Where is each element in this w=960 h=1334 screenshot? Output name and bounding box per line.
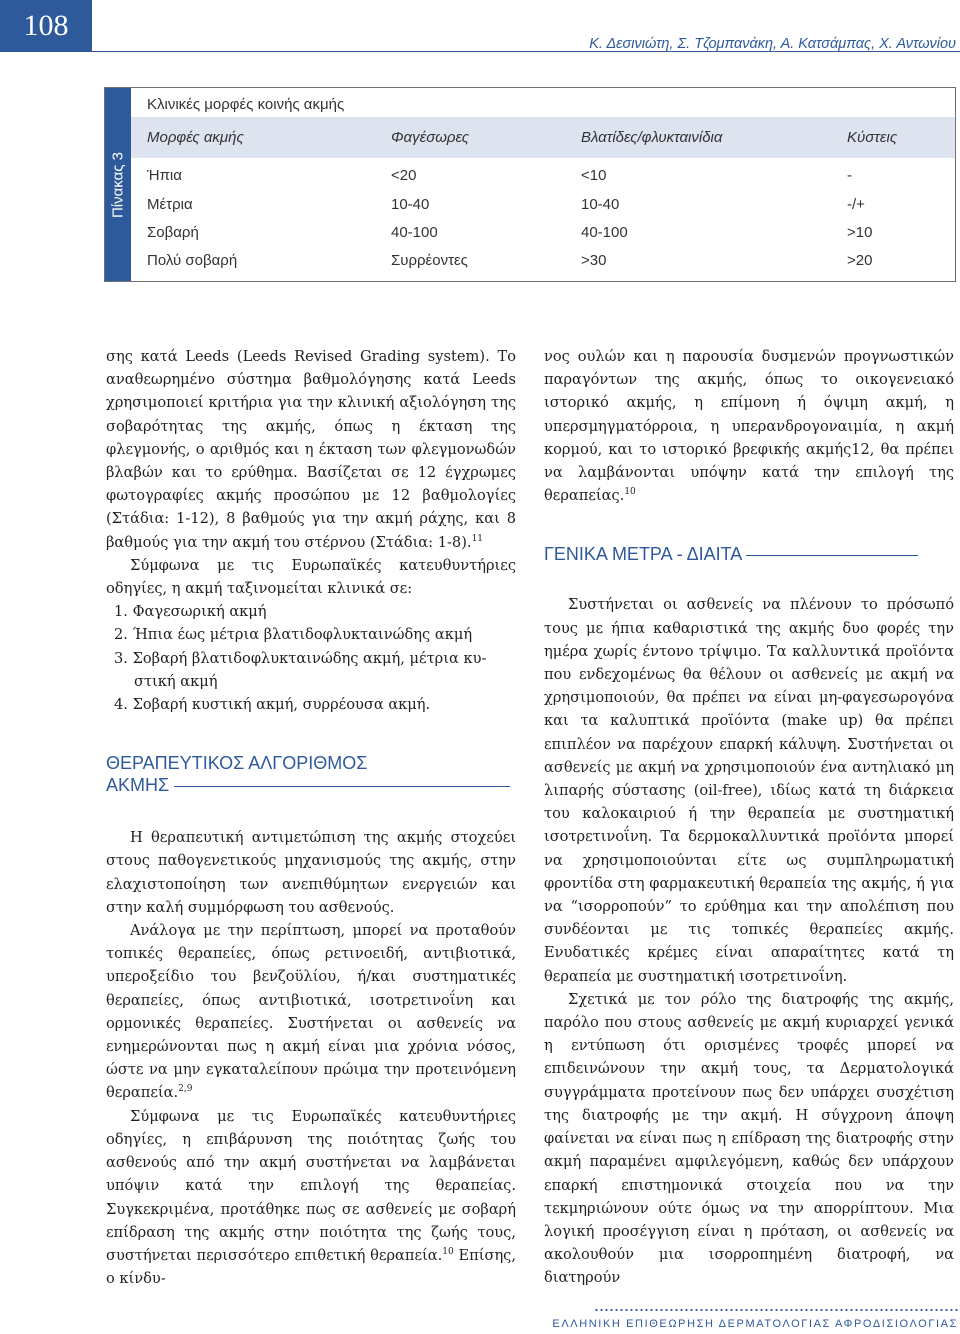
reference-superscript: 11 xyxy=(471,533,484,544)
table-cell: <10 xyxy=(581,167,607,184)
table-tab-label: Πίνακας 3 xyxy=(109,151,127,218)
paragraph: Σχετικά με τον ρόλο της διατροφής της ακμής, παρόλο που στους ασθενείς με ακμή κυριαρχεί γενικά η εντύπωση ότι ορισμένες τροφές μπορεί να επιδεινώνουν την ακμή τους, τα Δερματολογικά συγγράμματα προτείνουν πως δεν υπάρχει συσχέτιση της διατροφής με την ακμή. Η σύγχρονη άποψη φαίνεται να είναι πως η επίδραση της διατροφής στην ακμή παραμένει αμφιλεγόμενη, καθώς δεν υπάρχουν επαρκή επιστημονικά στοιχεία που να την τεκμηριώνουν ούτε όμως να την απορρίπτουν. Μια λογική προσέγγιση είναι η πρόταση, οι ασθενείς να ακολουθούν μια ισορροπημένη διατροφή, να διατηρούν xyxy=(544,990,954,1287)
heading-rule xyxy=(746,555,918,556)
table-header-band xyxy=(131,117,955,158)
footer-dotted-rule xyxy=(594,1309,958,1311)
footer-journal-title: ΕΛΛΗΝΙΚΗ ΕΠΙΘΕΩΡΗΣΗ ΔΕΡΜΑΤΟΛΟΓΙΑΣ ΑΦΡΟΔΙΣΙΟΛΟΓΙΑΣ xyxy=(552,1318,958,1330)
reference-superscript: 10 xyxy=(624,487,636,498)
table-cell: Σοβαρή xyxy=(147,224,199,241)
table-cell: Μέτρια xyxy=(147,196,193,213)
table-cell: 10-40 xyxy=(391,196,430,213)
paragraph: Η θεραπευτική αντιμετώπιση της ακμής στοχεύει στους παθογενετικούς μηχανισμούς της ακμής, στην ελαχιστοποίηση των ανεπιθύμητων ενεργειών και στην καλή συμμόρφωση του ασθενούς. xyxy=(106,829,516,916)
table-cell: 40-100 xyxy=(391,224,438,241)
list-item: 3. Σοβαρή βλατιδοφλυκταινώδης ακμή, μέτρια κυ- xyxy=(114,649,487,667)
list-item: 4. Σοβαρή κυστική ακμή, συρρέουσα ακμή. xyxy=(114,696,431,714)
section-heading-diet xyxy=(544,543,954,565)
table-cell: Πολύ σοβαρή xyxy=(147,252,238,269)
paragraph xyxy=(106,345,516,554)
table-header-cell: Βλατίδες/φλυκταινίδια xyxy=(581,129,723,146)
paragraph: Συστήνεται οι ασθενείς να πλένουν το πρόσωπό τους με ήπια καθαριστικά της ακμής δυο φορές την ημέρα χωρίς έντονο τρίψιμο. Τα καλλυντικά προϊόντα που ενδεχομένως θα θέλουν οι ασθενείς με ακμή να χρησιμοποιούν, θα πρέπει να είναι μη-φαγεσωρογόνα και τα καλυπτικά προϊόντα (make up) θα πρέπει επιπλέον να παρέχουν επαρκή κάλυψη. Συστήνεται οι ασθενείς με ακμή να χρησιμοποιούν ένα αντηλιακό μη λιπαρής σύστασης (oil-free), ιδίως κατά τη διάρκεια του καλοκαιριού ή την θεραπεία με συστηματική ισοτρετινοΐνη. Τα δερμοκαλλυντικά προϊόντα μπορεί να χρησιμοποιούνται είτε ως συμπληρωματική φροντίδα στη φαρμακευτική θεραπεία της ακμής, ή για να “ισορροπούν” το ερύθημα και την απολέπιση που συνδέονται με τις τοπικές θεραπείες ακμής. Ενυδατικές κρέμες είναι απαραίτητες κατά τη θεραπεία με συστηματική ισοτρετινοΐνη. xyxy=(544,596,954,985)
paragraph-text: νος ουλών και η παρουσία δυσμενών προγνωστικών παραγόντων της ακμής, όπως το οικογενειακό ιστορικό ακμής, η επίμονη ή όψιμη ακμή, η υπερσμηγματόρροια, η υπερανδρογοναιμία, η ακμή κορμού, και το ιστορικό βρεφικής ακμής12, θα πρέπει να λαμβάνονται υπόψην κατά την επιλογή της θεραπείας. xyxy=(544,348,954,505)
paragraph-text: σης κατά Leeds (Leeds Revised Grading system). Το αναθεωρημένο σύστημα βαθμολόγησης κατά Leeds χρησιμοποιεί κριτήρια για την κλινική αξιολόγηση της σοβαρότητας της ακμής, όπως η έκταση της φλεγμονής, ο αριθμός και η έκταση των φλεγμονωδών βλαβών και το ερύθημα. Βασίζεται σε 12 έγχρωμες φωτογραφίες ακμής προσώπου με 12 βαθμολογίες (Στάδια: 1-12), 8 βαθμούς για την ακμή ράχης, και 8 βαθμούς για την ακμή του στέρνου (Στάδια: 1-8). xyxy=(106,348,516,551)
page-number: 108 xyxy=(0,0,92,52)
heading-rule xyxy=(174,786,510,787)
table-cell: 40-100 xyxy=(581,224,628,241)
table-header-cell: Φαγέσωρες xyxy=(391,129,470,146)
section-heading-line2: ΑΚΜΗΣ xyxy=(106,775,170,796)
table-header-cell: Μορφές ακμής xyxy=(147,129,244,146)
table-header-cell: Κύστεις xyxy=(847,129,898,146)
header-authors: Κ. Δεσινιώτη, Σ. Τζομπανάκη, Α. Κατσάμπας, Χ. Αντωνίου xyxy=(589,36,956,52)
list-item: 2. Ήπια έως μέτρια βλατιδοφλυκταινώδης ακμή xyxy=(114,626,473,644)
table-title: Κλινικές μορφές κοινής ακμής xyxy=(147,96,345,113)
left-column xyxy=(106,345,516,1290)
list-item: στική ακμή xyxy=(134,672,218,690)
paragraph-text: Επίσης, ο κίνδυ- xyxy=(106,1246,516,1288)
table-cell: - xyxy=(847,167,852,184)
table-tab xyxy=(105,88,131,281)
table-cell: <20 xyxy=(391,167,417,184)
reference-superscript: 10 xyxy=(442,1247,454,1258)
table-cell: >10 xyxy=(847,224,873,241)
section-heading-line1: ΘΕΡΑΠΕΥΤΙΚΟΣ ΑΛΓΟΡΙΘΜΟΣ xyxy=(106,753,368,774)
list-item: 1. Φαγεσωρική ακμή xyxy=(114,603,267,621)
table-cell: -/+ xyxy=(847,196,865,213)
section-heading-algorithm xyxy=(106,752,516,796)
table-cell: 10-40 xyxy=(581,196,620,213)
paragraph xyxy=(106,919,516,1105)
table-3 xyxy=(104,87,956,282)
table-cell: Συρρέοντες xyxy=(391,252,468,269)
table-cell: >20 xyxy=(847,252,873,269)
table-cell: Ήπια xyxy=(147,167,182,184)
paragraph-text: Ανάλογα με την περίπτωση, μπορεί να προταθούν τοπικές θεραπείες, όπως ρετινοειδή, αντιβιοτικά, υπεροξείδιο του βενζοϋλίου, ή/και συστηματικές θεραπείες, όπως αντιβιοτικά, ισοτρετινοΐνη και ορμονικές θεραπείες. Συστήνεται οι ασθενείς να ενημερώνονται πως η ακμή είναι μια χρόνια νόσος, ώστε να μην εγκαταλείπουν πρώιμα την προτεινόμενη θεραπεία. xyxy=(106,922,516,1102)
paragraph: Σύμφωνα με τις Ευρωπαϊκές κατευθυντήριες οδηγίες, η ακμή ταξινομείται κλινικά σε: xyxy=(106,556,516,598)
section-heading-text: ΓΕΝΙΚΑ ΜΕΤΡΑ - ΔΙΑΙΤΑ xyxy=(544,544,742,565)
paragraph-text: Σύμφωνα με τις Ευρωπαϊκές κατευθυντήριες οδηγίες, η επιβάρυνση της ποιότητας ζωής του ασθενούς από την ακμή συστήνεται να λαμβάνεται υπόψιν κατά την επιλογή της θεραπείας. Συγκεκριμένα, προτάθηκε πως σε ασθενείς με σοβαρή επίδραση της ακμής στην ποιότητα της ζωής τους, συστήνεται περισσότερο επιθετική θεραπεία. xyxy=(106,1107,516,1264)
paragraph xyxy=(544,345,954,507)
table-cell: >30 xyxy=(581,252,607,269)
paragraph xyxy=(106,1105,516,1291)
right-column xyxy=(544,345,954,1290)
reference-superscript: 2,9 xyxy=(178,1084,193,1095)
